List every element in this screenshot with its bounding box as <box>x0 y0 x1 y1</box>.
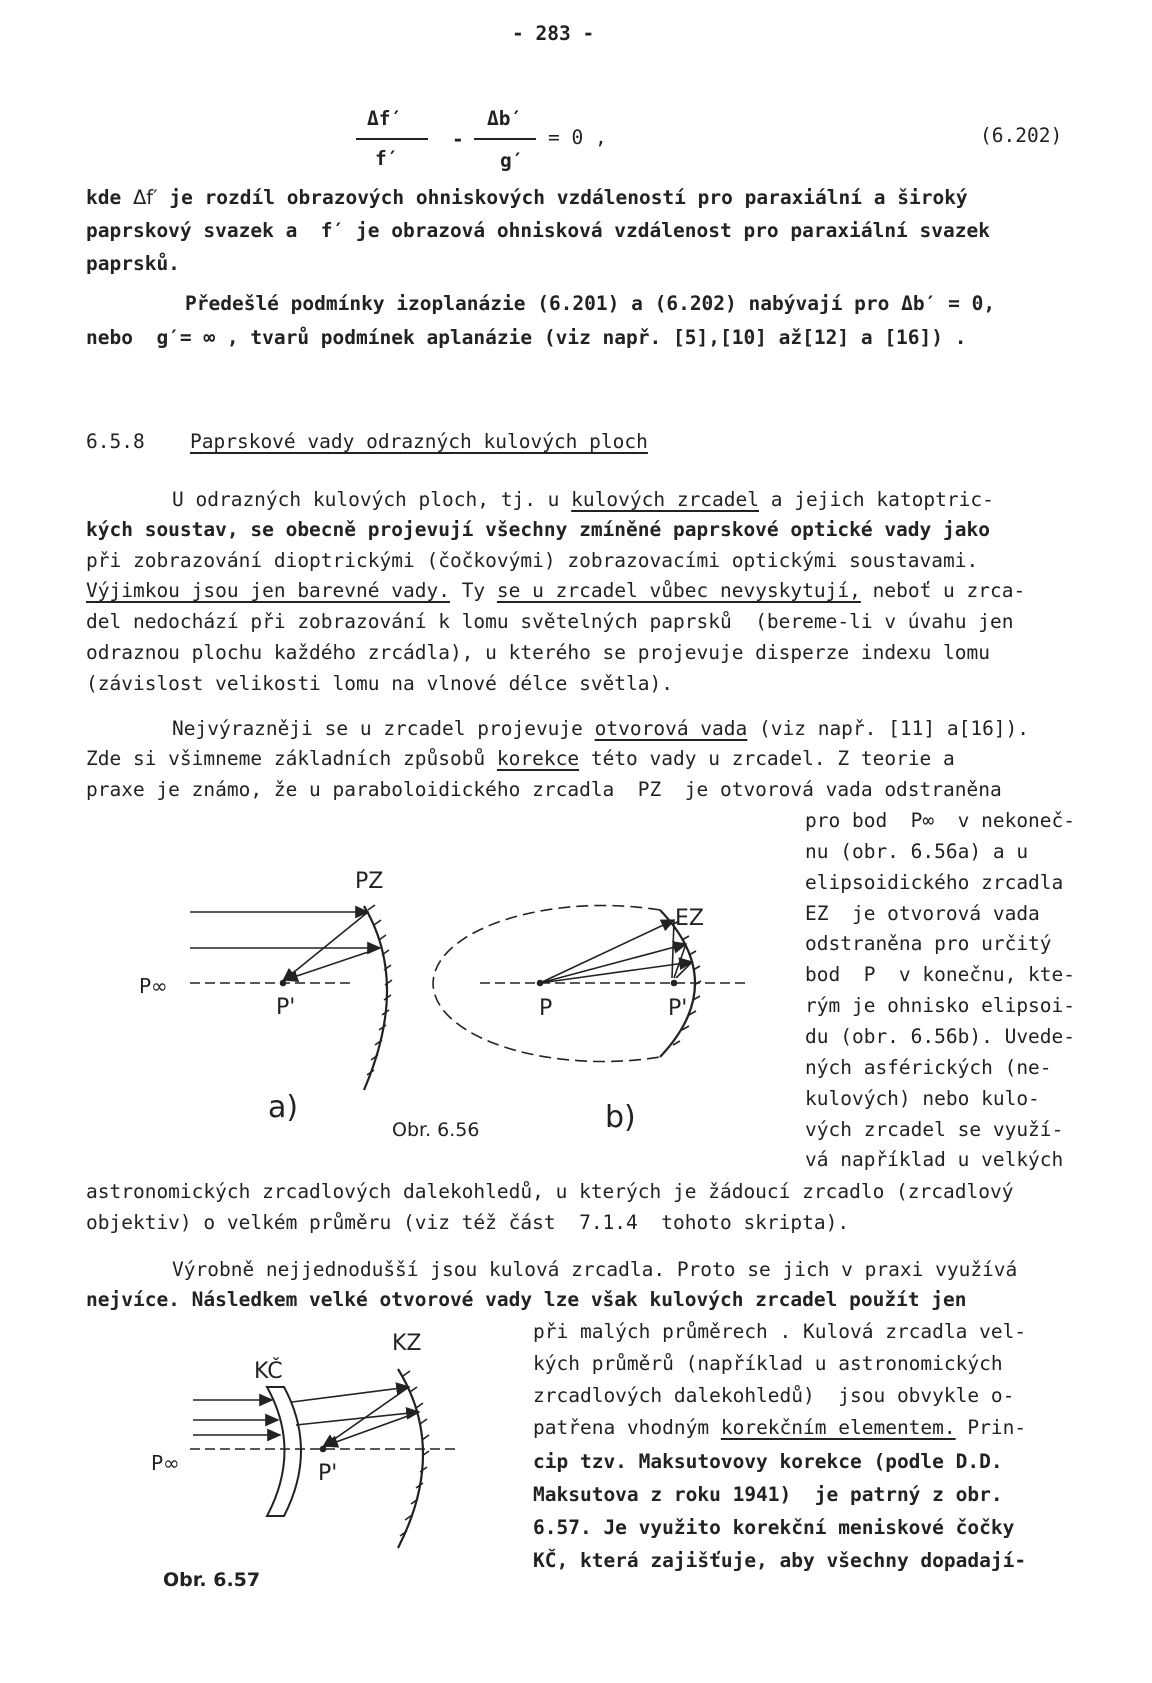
figure-6-57-drawing <box>190 1369 455 1548</box>
figure-6-56a <box>190 905 392 1090</box>
paragraph-4-right-line-11: vých zrcadel se využí- <box>805 1118 1064 1141</box>
paragraph-4-line-2: Zde si všimneme základních způsobů korekce této vady u zrcadel. Z teorie a <box>86 747 955 770</box>
paragraph-4-right-line-3: elipsoidického zrcadla <box>805 871 1064 894</box>
eq-fraction-bar-1 <box>356 138 428 140</box>
paragraph-5-line-1: Výrobně nejjednodušší jsou kulová zrcadla. Proto se jich v praxi využívá <box>172 1258 1018 1281</box>
label-kc: KČ <box>254 1359 283 1384</box>
paragraph-1-line-3: paprsků. <box>86 252 180 275</box>
paragraph-5-right-line-2: kých průměrů (například u astronomických <box>533 1352 1003 1375</box>
paragraph-4-right-line-2: nu (obr. 6.56a) a u <box>805 840 1029 863</box>
label-p-inf-a: P∞ <box>139 974 168 998</box>
paragraph-4-after-line-1: astronomických zrcadlových dalekohledů, u kterých je žádoucí zrcadlo (zrcadlový <box>86 1180 1014 1203</box>
paragraph-4-right-line-6: bod P v konečnu, kte- <box>805 963 1076 986</box>
paragraph-3-line-5: del nedochází při zobrazování k lomu světelných paprsků (bereme-li v úvahu jen <box>86 610 1014 633</box>
paragraph-5-right-line-1: při malých průměrech . Kulová zrcadla vel- <box>533 1320 1027 1343</box>
paragraph-4-right-line-12: vá například u velkých <box>805 1148 1064 1171</box>
paragraph-2-line-1: Předešlé podmínky izoplanázie (6.201) a (6.202) nabývají pro Δb′ = 0, <box>185 292 996 315</box>
eq-denominator-1: f′ <box>375 147 399 170</box>
paragraph-1-line-1: kde Δf′ je rozdíl obrazových ohniskových vzdáleností pro paraxiální a široký <box>86 186 968 209</box>
paragraph-4-right-line-5: odstraněna pro určitý <box>805 932 1052 955</box>
eq-numerator-1: Δf′ <box>367 107 403 130</box>
eq-denominator-2: g′ <box>500 149 524 172</box>
paragraph-5-line-2: nejvíce. Následkem velké otvorové vady lze však kulových zrcadel použít jen <box>86 1288 967 1311</box>
paragraph-4-right-line-4: EZ je otvorová vada <box>805 902 1040 925</box>
paragraph-4-right-line-8: du (obr. 6.56b). Uvede- <box>805 1025 1076 1048</box>
label-ez: EZ <box>675 906 704 931</box>
paragraph-4-line-3: praxe je známo, že u paraboloidického zrcadla PZ je otvorová vada odstraněna <box>86 778 1002 801</box>
eq-label: (6.202) <box>980 124 1063 147</box>
label-b: b) <box>605 1100 636 1135</box>
section-number: 6.5.8 <box>86 430 145 453</box>
label-pz: PZ <box>355 869 384 894</box>
eq-rhs: = 0 , <box>548 126 607 149</box>
paragraph-4-right-line-7: rým je ohnisko elipsoi- <box>805 994 1076 1017</box>
paragraph-3-line-6: odraznou plochu každého zrcádla), u kterého se projevuje disperze indexu lomu <box>86 641 990 664</box>
paragraph-3-line-2: kých soustav, se obecně projevují všechny zmíněné paprskové optické vady jako <box>86 518 990 541</box>
eq-fraction-bar-2 <box>474 138 536 140</box>
paragraph-5-right-line-8: KČ, která zajišťuje, aby všechny dopadají- <box>533 1549 1027 1572</box>
eq-numerator-2: Δb′ <box>487 107 523 130</box>
label-p-inf-57: P∞ <box>151 1451 180 1475</box>
paragraph-3-line-1: U odrazných kulových ploch, tj. u kulových zrcadel a jejich katoptric- <box>172 488 994 511</box>
paragraph-5-right-line-5: cip tzv. Maksutovovy korekce (podle D.D. <box>533 1450 1003 1473</box>
eq-minus: - <box>452 128 464 151</box>
paragraph-3-line-4: Výjimkou jsou jen barevné vady. Ty se u zrcadel vůbec nevyskytují, neboť u zrca- <box>86 579 1026 602</box>
paragraph-5-right-line-6: Maksutova z roku 1941) je patrný z obr. <box>533 1483 1003 1506</box>
paragraph-4-right-line-9: ných asférických (ne- <box>805 1056 1052 1079</box>
section-title: Paprskové vady odrazných kulových ploch <box>190 430 648 453</box>
paragraph-5-right-line-3: zrcadlových dalekohledů) jsou obvykle o- <box>533 1384 1015 1407</box>
label-p-prime-b: P' <box>668 996 688 1021</box>
paragraph-4-line-1: Nejvýrazněji se u zrcadel projevuje otvorová vada (viz např. [11] a[16]). <box>172 717 1030 740</box>
label-p-b: P <box>539 996 553 1021</box>
paragraph-2-line-2: nebo g′= ∞ , tvarů podmínek aplanázie (viz např. [5],[10] až[12] a [16]) . <box>86 326 967 349</box>
label-kz: KZ <box>392 1331 422 1356</box>
paragraph-4-right-line-10: kulových) nebo kulo- <box>805 1087 1040 1110</box>
figure-6-56b <box>433 906 750 1062</box>
paragraph-1-line-2: paprskový svazek a f′ je obrazová ohnisková vzdálenost pro paraxiální svazek <box>86 219 990 242</box>
paragraph-5-right-line-7: 6.57. Je využito korekční meniskové čočky <box>533 1516 1015 1539</box>
paragraph-3-line-7: (závislost velikosti lomu na vlnové délce světla). <box>86 672 673 695</box>
paragraph-5-right-line-4: patřena vhodným korekčním elementem. Prin- <box>533 1416 1027 1439</box>
paragraph-4-after-line-2: objektiv) o velkém průměru (viz též část 7.1.4 tohoto skripta). <box>86 1211 850 1234</box>
paragraph-3-line-3: při zobrazování dioptrickými (čočkovými) zobrazovacími optickými soustavami. <box>86 549 979 572</box>
label-a: a) <box>268 1090 299 1125</box>
figure-6-56-caption: Obr. 6.56 <box>392 1119 480 1141</box>
label-p-prime-57: P' <box>318 1461 338 1486</box>
paragraph-4-right-line-1: pro bod P∞ v nekoneč- <box>805 809 1076 832</box>
label-p-prime-a: P' <box>276 995 296 1020</box>
page-number: - 283 - <box>512 22 595 45</box>
figure-6-57-caption: Obr. 6.57 <box>163 1569 261 1591</box>
